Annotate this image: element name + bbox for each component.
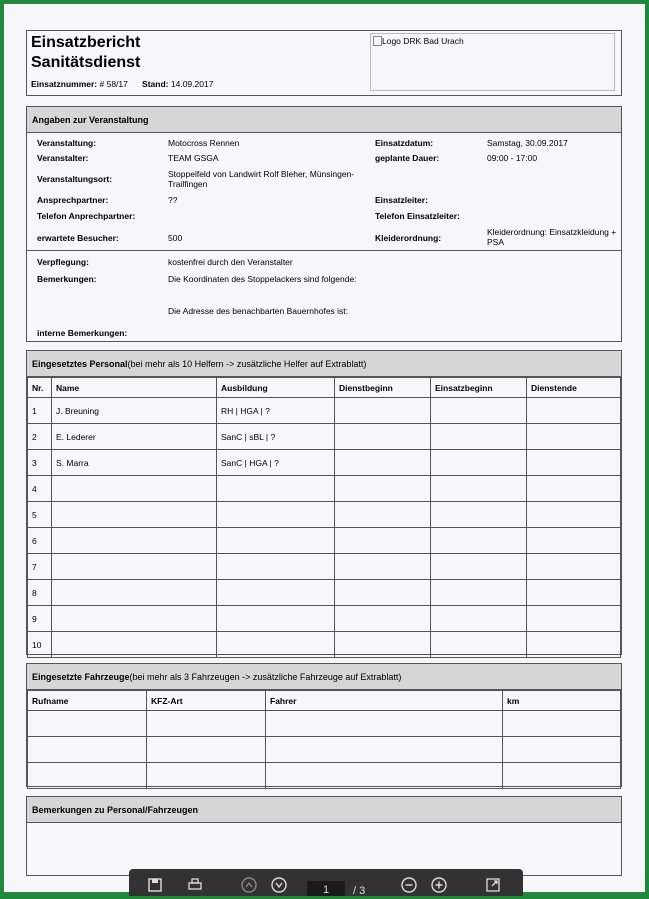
ort-value: Stoppelfeld von Landwirt Rolf Bleher, Münsingen-Trailfingen bbox=[168, 169, 355, 189]
table-cell bbox=[52, 632, 217, 658]
table-cell bbox=[503, 711, 621, 737]
table-cell bbox=[266, 711, 503, 737]
header-box bbox=[26, 30, 622, 96]
table-cell bbox=[52, 528, 217, 554]
table-cell bbox=[527, 502, 621, 528]
table-cell bbox=[217, 528, 335, 554]
verpflegung-value: kostenfrei durch den Veranstalter bbox=[168, 257, 293, 267]
table-cell bbox=[431, 528, 527, 554]
einsatzdatum-value: Samstag, 30.09.2017 bbox=[487, 138, 568, 148]
bemerkungen-clip bbox=[168, 303, 468, 315]
personal-row bbox=[28, 398, 621, 424]
table-cell: S. Marra bbox=[52, 450, 217, 476]
table-cell: SanC | HGA | ? bbox=[217, 450, 335, 476]
personal-row bbox=[28, 554, 621, 580]
table-cell bbox=[335, 502, 431, 528]
table-cell bbox=[217, 502, 335, 528]
table-cell bbox=[335, 424, 431, 450]
personal-row bbox=[28, 580, 621, 606]
page-total: / 3 bbox=[353, 885, 366, 897]
table-cell bbox=[431, 476, 527, 502]
table-cell bbox=[503, 763, 621, 789]
table-cell bbox=[527, 528, 621, 554]
ansprech-value: ?? bbox=[168, 195, 178, 205]
veranstaltung-heading: Angaben zur Veranstaltung bbox=[27, 107, 621, 133]
ansprech-label: Ansprechpartner: bbox=[37, 195, 109, 205]
table-cell bbox=[217, 580, 335, 606]
table-cell bbox=[335, 450, 431, 476]
personal-row bbox=[28, 476, 621, 502]
besucher-label: erwartete Besucher: bbox=[37, 233, 119, 243]
veranstaltung-label: Veranstaltung: bbox=[37, 138, 97, 148]
col-dienstbeginn: Dienstbeginn bbox=[335, 378, 431, 398]
table-cell bbox=[335, 606, 431, 632]
pdf-toolbar bbox=[129, 869, 523, 896]
stand-label: Stand: bbox=[142, 79, 169, 89]
page-number-input[interactable] bbox=[307, 881, 345, 896]
fahrzeug-row bbox=[28, 737, 621, 763]
table-cell bbox=[431, 398, 527, 424]
zoom-in-icon[interactable] bbox=[431, 877, 447, 893]
fahrzeug-row bbox=[28, 763, 621, 789]
table-cell bbox=[431, 502, 527, 528]
personal-row bbox=[28, 606, 621, 632]
col-fahrer: Fahrer bbox=[266, 691, 503, 711]
table-cell bbox=[217, 476, 335, 502]
personal-row bbox=[28, 528, 621, 554]
ort-label: Veranstaltungsort: bbox=[37, 174, 113, 184]
table-cell: E. Lederer bbox=[52, 424, 217, 450]
table-cell bbox=[217, 632, 335, 658]
table-cell bbox=[431, 450, 527, 476]
report-subtitle: Sanitätsdienst bbox=[31, 54, 141, 71]
fahrzeug-row bbox=[28, 711, 621, 737]
table-cell: SanC | sBL | ? bbox=[217, 424, 335, 450]
table-cell bbox=[431, 632, 527, 658]
fahrzeuge-heading bbox=[27, 664, 621, 690]
telefon-ansprech-label: Telefon Anprechpartner: bbox=[37, 211, 136, 221]
table-cell bbox=[527, 606, 621, 632]
table-cell bbox=[527, 398, 621, 424]
einsatzleiter-label: Einsatzleiter: bbox=[375, 195, 428, 205]
table-cell bbox=[503, 737, 621, 763]
einsatzdatum-label: Einsatzdatum: bbox=[375, 138, 434, 148]
einsatznummer-value: # 58/17 bbox=[99, 79, 128, 89]
table-cell: 3 bbox=[28, 450, 52, 476]
table-cell bbox=[335, 632, 431, 658]
table-cell bbox=[431, 580, 527, 606]
table-cell: 4 bbox=[28, 476, 52, 502]
fahrzeuge-heading-bold: Eingesetzte Fahrzeuge bbox=[32, 671, 130, 682]
kleider-value: Kleiderordnung: Einsatzkleidung + PSA bbox=[487, 227, 617, 247]
zoom-out-icon[interactable] bbox=[401, 877, 417, 893]
veranstalter-label: Veranstalter: bbox=[37, 153, 89, 163]
einsatznummer-label: Einsatznummer: bbox=[31, 79, 98, 89]
table-cell: 10 bbox=[28, 632, 52, 658]
table-cell: 9 bbox=[28, 606, 52, 632]
besucher-value: 500 bbox=[168, 233, 183, 243]
personal-section bbox=[26, 350, 622, 655]
personal-row bbox=[28, 502, 621, 528]
dauer-value: 09:00 - 17:00 bbox=[487, 153, 538, 163]
fahrzeuge-heading-note: (bei mehr als 3 Fahrzeugen -> zusätzliche Fahrzeuge auf Extrablatt) bbox=[129, 671, 402, 682]
table-cell bbox=[28, 711, 147, 737]
fullscreen-icon[interactable] bbox=[485, 877, 501, 893]
personal-heading-note: (bei mehr als 10 Helfern -> zusätzliche Helfer auf Extrablatt) bbox=[127, 358, 367, 369]
table-cell bbox=[335, 554, 431, 580]
table-cell: 5 bbox=[28, 502, 52, 528]
kleider-label: Kleiderordnung: bbox=[375, 233, 442, 243]
table-cell bbox=[335, 528, 431, 554]
table-cell bbox=[52, 606, 217, 632]
table-cell: 8 bbox=[28, 580, 52, 606]
table-cell: RH | HGA | ? bbox=[217, 398, 335, 424]
table-cell: 6 bbox=[28, 528, 52, 554]
dauer-label: geplante Dauer: bbox=[375, 153, 440, 163]
bemerkungen-value-2: Die Adresse des benachbarten Bauernhofes ist: bbox=[168, 306, 349, 315]
stand-value: 14.09.2017 bbox=[170, 79, 214, 89]
personal-row bbox=[28, 632, 621, 658]
personal-row bbox=[28, 450, 621, 476]
table-cell bbox=[52, 502, 217, 528]
personal-heading bbox=[27, 351, 621, 377]
table-cell bbox=[28, 737, 147, 763]
table-cell bbox=[217, 606, 335, 632]
verpflegung-label: Verpflegung: bbox=[37, 257, 89, 267]
table-cell bbox=[527, 580, 621, 606]
table-cell bbox=[527, 476, 621, 502]
personal-row bbox=[28, 424, 621, 450]
table-cell bbox=[147, 763, 266, 789]
table-cell bbox=[266, 737, 503, 763]
logo-alt-text: Logo DRK Bad Urach bbox=[382, 36, 464, 46]
table-cell bbox=[266, 763, 503, 789]
table-cell bbox=[335, 398, 431, 424]
table-cell: J. Breuning bbox=[52, 398, 217, 424]
intern-label: interne Bemerkungen: bbox=[37, 328, 128, 338]
table-cell bbox=[52, 476, 217, 502]
print-icon[interactable] bbox=[187, 877, 203, 893]
personal-table bbox=[27, 377, 621, 658]
bemerkungen-heading: Bemerkungen zu Personal/Fahrzeugen bbox=[27, 797, 621, 823]
veranstalter-value: TEAM GSGA bbox=[168, 153, 219, 163]
col-name: Name bbox=[52, 378, 217, 398]
col-nr: Nr. bbox=[28, 378, 52, 398]
col-ausbildung: Ausbildung bbox=[217, 378, 335, 398]
save-icon[interactable] bbox=[147, 877, 163, 893]
table-cell: 1 bbox=[28, 398, 52, 424]
table-cell bbox=[335, 580, 431, 606]
col-einsatzbeginn: Einsatzbeginn bbox=[431, 378, 527, 398]
bemerkungen-label: Bemerkungen: bbox=[37, 274, 97, 284]
bemerkungen-section bbox=[26, 796, 622, 876]
col-kfz-art: KFZ-Art bbox=[147, 691, 266, 711]
document-page bbox=[4, 4, 645, 892]
personal-heading-bold: Eingesetztes Personal bbox=[32, 358, 128, 369]
col-dienstende: Dienstende bbox=[527, 378, 621, 398]
report-title: Einsatzbericht bbox=[31, 34, 141, 51]
logo-placeholder bbox=[370, 33, 615, 91]
table-cell bbox=[527, 632, 621, 658]
table-cell bbox=[527, 554, 621, 580]
table-cell bbox=[335, 476, 431, 502]
section-divider bbox=[27, 250, 621, 251]
fahrzeuge-table bbox=[27, 690, 621, 789]
telefon-einsatzleiter-label: Telefon Einsatzleiter: bbox=[375, 211, 460, 221]
veranstaltung-value: Motocross Rennen bbox=[168, 138, 240, 148]
previous-page-icon[interactable] bbox=[241, 877, 257, 893]
bemerkungen-value-1: Die Koordinaten des Stoppelackers sind folgende: bbox=[168, 274, 357, 284]
table-cell bbox=[431, 424, 527, 450]
table-cell bbox=[431, 554, 527, 580]
table-cell bbox=[52, 580, 217, 606]
table-cell bbox=[28, 763, 147, 789]
table-cell bbox=[52, 554, 217, 580]
table-cell: 7 bbox=[28, 554, 52, 580]
veranstaltung-section bbox=[26, 106, 622, 342]
page-current: 1 bbox=[322, 884, 330, 896]
table-cell bbox=[527, 450, 621, 476]
table-cell bbox=[431, 606, 527, 632]
table-cell bbox=[217, 554, 335, 580]
col-km: km bbox=[503, 691, 621, 711]
col-rufname: Rufname bbox=[28, 691, 147, 711]
fahrzeuge-section bbox=[26, 663, 622, 787]
table-cell bbox=[147, 711, 266, 737]
table-cell bbox=[147, 737, 266, 763]
einsatznummer-line bbox=[31, 79, 213, 89]
table-cell: 2 bbox=[28, 424, 52, 450]
next-page-icon[interactable] bbox=[271, 877, 287, 893]
broken-image-icon bbox=[373, 36, 382, 46]
table-cell bbox=[527, 424, 621, 450]
